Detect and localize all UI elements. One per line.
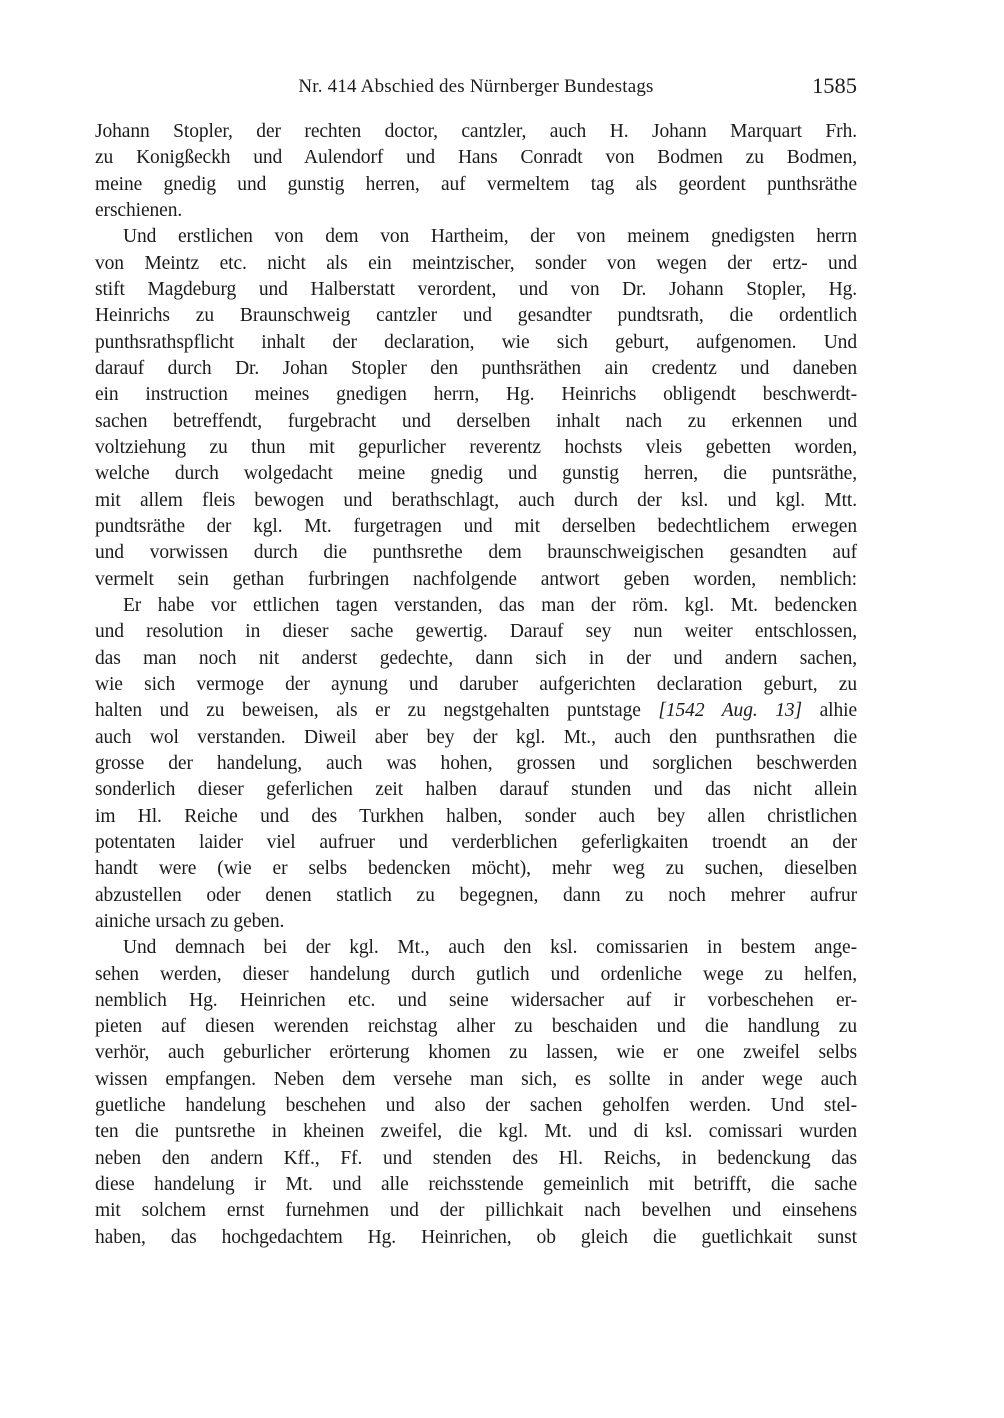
body-text [95, 119, 857, 1251]
text-line: Und erstlichen von dem von Hartheim, der von meinem gnedigsten herrn [123, 226, 857, 248]
text-line: wie sich vermoge der aynung und daruber aufgerichten declaration geburt, zu [95, 673, 857, 695]
text-line: meine gnedig und gunstig herren, auf vermeltem tag als geordent punthsräthe [95, 173, 857, 195]
text-line: und vorwissen durch die punthsrethe dem braunschweigischen gesandten auf [95, 542, 857, 564]
text-line: potentaten laider viel aufruer und verderblichen geferligkaiten troendt an der [95, 831, 857, 853]
text-line: sehen werden, dieser handelung durch gutlich und ordenliche wege zu helfen, [95, 963, 857, 985]
text-line: und resolution in dieser sache gewertig. Darauf sey nun weiter entschlossen, [95, 621, 857, 643]
text-line: punthsrathspflicht inhalt der declaration, wie sich geburt, aufgenomen. Und [95, 331, 857, 353]
text-line: stift Magdeburg und Halberstatt verordent, und von Dr. Johann Stopler, Hg. [95, 278, 857, 300]
text-line: ein instruction meines gnedigen herrn, Hg. Heinrichs obligendt beschwerdt- [95, 384, 857, 406]
text-line: welche durch wolgedacht meine gnedig und gunstig herren, die puntsräthe, [95, 463, 857, 485]
text-line: im Hl. Reiche und des Turkhen halben, sonder auch bey allen christlichen [95, 805, 857, 827]
text-line: guetliche handelung beschehen und also der sachen geholfen werden. Und stel- [95, 1095, 857, 1117]
running-header [95, 73, 857, 106]
text-line: erschienen. [95, 199, 183, 221]
text-line: ainiche ursach zu geben. [95, 910, 285, 932]
text-line: sachen betreffendt, furgebracht und derselben inhalt nach zu erkennen und [95, 410, 857, 432]
text-line: sonderlich dieser geferlichen zeit halben darauf stunden und das nicht allein [95, 779, 857, 801]
text-line: mit solchem ernst furnehmen und der pillichkait nach bevelhen und einsehens [95, 1200, 857, 1222]
page-number: 1585 [812, 73, 857, 98]
text-run: alhie [802, 700, 858, 722]
paragraph [95, 593, 857, 935]
text-line: vermelt sein gethan furbringen nachfolgende antwort geben worden, nemblich: [95, 568, 857, 590]
paragraph [95, 119, 857, 224]
text-line: handt were (wie er selbs bedencken möcht), mehr weg zu suchen, dieselben [95, 858, 857, 880]
text-line-with-date [95, 698, 857, 724]
text-line: zu Konigßeckh und Aulendorf und Hans Conradt von Bodmen zu Bodmen, [95, 147, 857, 169]
text-line: wissen empfangen. Neben dem versehe man sich, es sollte in ander wege auch [95, 1068, 857, 1090]
text-line: Heinrichs zu Braunschweig cantzler und gesandter pundtsrath, die ordentlich [95, 305, 857, 327]
text-line: das man noch nit anderst gedechte, dann sich in der und andern sachen, [95, 647, 857, 669]
text-line: Und demnach bei der kgl. Mt., auch den ksl. comissarien in bestem ange- [123, 937, 857, 959]
paragraph [95, 935, 857, 1251]
running-header-title: Nr. 414 Abschied des Nürnberger Bundestags [298, 76, 654, 97]
text-line: auch wol verstanden. Diweil aber bey der kgl. Mt., auch den punthsrathen die [95, 726, 857, 748]
text-line: mit allem fleis bewogen und berathschlagt, auch durch der ksl. und kgl. Mtt. [95, 489, 857, 511]
text-line: darauf durch Dr. Johan Stopler den punthsräthen ain credentz und daneben [95, 357, 857, 379]
text-line: Er habe vor ettlichen tagen verstanden, das man der röm. kgl. Mt. bedencken [123, 594, 857, 616]
text-line: verhör, auch geburlicher erörterung khomen zu lassen, wie er one zweifel selbs [95, 1042, 857, 1064]
text-line: von Meintz etc. nicht als ein meintzischer, sonder von wegen der ertz- und [95, 252, 857, 274]
text-line: haben, das hochgedachtem Hg. Heinrichen, ob gleich die guetlichkait sunst [95, 1226, 857, 1248]
text-line: grosse der handelung, auch was hohen, grossen und sorglichen beschwerden [95, 752, 857, 774]
text-line: nemblich Hg. Heinrichen etc. und seine widersacher auf ir vorbeschehen er- [95, 989, 857, 1011]
text-run: halten und zu beweisen, als er zu negstgehalten puntstage [95, 700, 659, 722]
text-line: pundtsräthe der kgl. Mt. furgetragen und mit derselben bedechtlichem erwegen [95, 515, 857, 537]
text-line: neben den andern Kff., Ff. und stenden des Hl. Reichs, in bedenckung das [95, 1147, 857, 1169]
paragraph [95, 224, 857, 593]
text-line: Johann Stopler, der rechten doctor, cantzler, auch H. Johann Marquart Frh. [95, 121, 857, 142]
text-line: voltziehung zu thun mit gepurlicher reverentz hochsts vleis gebetten worden, [95, 436, 857, 458]
text-line: pieten auf diesen werenden reichstag alher zu beschaiden und die handlung zu [95, 1016, 857, 1038]
text-line: diese handelung ir Mt. und alle reichsstende gemeinlich mit betrifft, die sache [95, 1174, 857, 1196]
editorial-date: [1542 Aug. 13] [658, 700, 803, 722]
text-line: ten die puntsrethe in kheinen zweifel, die kgl. Mt. und di ksl. comissari wurden [95, 1121, 857, 1143]
text-line: abzustellen oder denen statlich zu begegnen, dann zu noch mehrer aufrur [95, 884, 857, 906]
